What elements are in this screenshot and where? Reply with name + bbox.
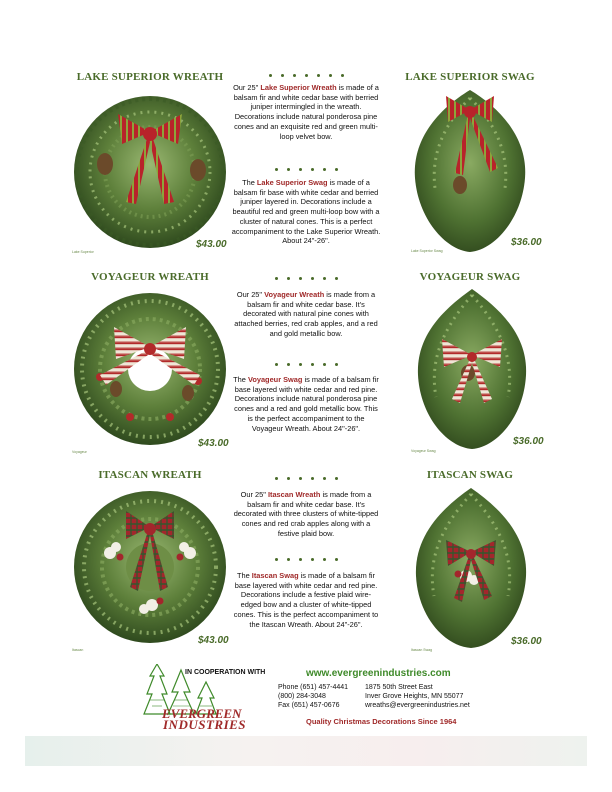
itascan-wreath-title: ITASCAN WREATH <box>98 469 202 481</box>
fax-number: Fax (651) 457-0676 <box>278 702 340 709</box>
voyageur-wreath-price: $43.00 <box>198 438 229 449</box>
lake-superior-wreath-price: $43.00 <box>196 239 227 250</box>
itascan-wreath-price: $43.00 <box>198 635 229 646</box>
phone-number: Phone (651) 457-4441 <box>278 684 349 691</box>
divider-dots <box>231 477 381 480</box>
voyageur-swag-photo <box>412 287 532 452</box>
voyageur-wreath-caption: Voyageur <box>72 450 87 454</box>
itascan-swag-description: The Itascan Swag is made of a balsam fir base layered with white cedar and red pine. Decorations include a festive plaid wire-edged bow and a cluster of white-tipped cones. This is the perfect accompaniment to the Itascan Wreath. About 24"-26". <box>233 571 379 629</box>
lake-superior-swag-caption: Lake Superior Swag <box>411 249 443 253</box>
voyageur-wreath-photo <box>70 289 230 449</box>
lake-superior-wreath-photo <box>70 92 230 252</box>
website-link[interactable]: www.evergreenindustries.com <box>306 668 451 679</box>
lake-superior-wreath-title: LAKE SUPERIOR WREATH <box>76 71 224 83</box>
voyageur-wreath-description: Our 25" Voyageur Wreath is made from a balsam fir and white cedar base. It's decorated with natural pine cones with attached berries, red crab apples, and a red and gold metallic bow. <box>234 290 378 338</box>
divider-dots <box>231 277 381 280</box>
itascan-swag-caption: Itascan Swag <box>411 648 433 652</box>
lake-superior-wreath-caption: Lake Superior <box>72 250 94 254</box>
company-tagline: Quality Christmas Decorations Since 1964 <box>306 717 457 726</box>
itascan-swag-title: ITASCAN SWAG <box>426 469 514 481</box>
footer-background <box>25 736 587 766</box>
street-address: 1875 50th Street East <box>365 684 433 691</box>
lake-superior-swag-description: The Lake Superior Swag is made of a balsam fir base with white cedar and berried juniper layered in. Decorations include a beautiful red and green multi-loop bow with a cluster of natural cones. This is a perfect accompaniment to the Lake Superior Wreath. About 24"-26". <box>231 178 381 246</box>
cooperation-label: IN COOPERATION WITH <box>185 669 266 676</box>
itascan-wreath-photo <box>70 487 230 647</box>
logo-wordmark-line1: EVERGREEN <box>162 706 242 721</box>
city-address: Inver Grove Heights, MN 55077 <box>365 693 464 700</box>
divider-dots <box>231 558 381 561</box>
itascan-wreath-caption: Itascan <box>72 648 84 652</box>
voyageur-swag-title: VOYAGEUR SWAG <box>419 271 521 283</box>
itascan-wreath-description: Our 25" Itascan Wreath is made from a balsam fir and white cedar base. It's decorated with three clusters of white-tipped cones and red crab apples along with a festive plaid bow. <box>233 490 379 538</box>
lake-superior-swag-photo <box>410 88 530 253</box>
lake-superior-wreath-description: Our 25" Lake Superior Wreath is made of a balsam fir and white cedar base with berried juniper intermingled in the wreath. Decorations include natural ponderosa pine cones and an exquisite red and green multi-loop velvet bow. <box>233 83 379 141</box>
logo-wordmark-line2: INDUSTRIES <box>163 717 247 732</box>
itascan-swag-photo <box>410 486 532 651</box>
divider-dots <box>231 74 381 77</box>
email-link[interactable]: wreaths@evergreenindustries.net <box>365 702 470 709</box>
tollfree-number: (800) 284-3048 <box>278 693 326 700</box>
lake-superior-swag-title: LAKE SUPERIOR SWAG <box>405 71 535 83</box>
lake-superior-swag-price: $36.00 <box>511 237 542 248</box>
divider-dots <box>231 168 381 171</box>
voyageur-wreath-title: VOYAGEUR WREATH <box>91 271 209 283</box>
voyageur-swag-price: $36.00 <box>513 436 544 447</box>
voyageur-swag-description: The Voyageur Swag is made of a balsam fir base layered with white cedar and red pine. Decorations include natural ponderosa pine cones and a red and gold metallic bow. This is the perfect accompaniment to the Voyageur Wreath. About 24"-26". <box>233 375 379 433</box>
divider-dots <box>231 363 381 366</box>
itascan-swag-price: $36.00 <box>511 636 542 647</box>
voyageur-swag-caption: Voyageur Swag <box>411 449 436 453</box>
